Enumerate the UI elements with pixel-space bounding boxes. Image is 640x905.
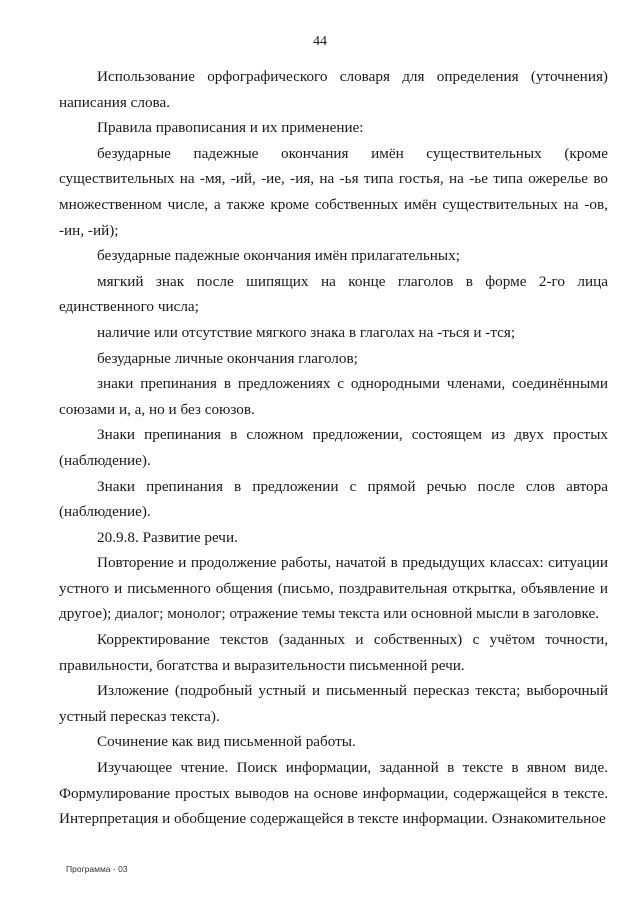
paragraph-direct-speech: Знаки препинания в предложении с прямой речью после слов автора (наблюдение). — [59, 477, 608, 521]
paragraph-soft-sign-2nd-person: мягкий знак после шипящих на конце глаголов в форме 2-го лица единственного числа; — [59, 272, 608, 316]
paragraph-adjective-endings: безударные падежные окончания имён прилагательных; — [97, 247, 460, 265]
page-number: 44 — [313, 34, 327, 49]
section-heading-speech-development: 20.9.8. Развитие речи. — [97, 528, 238, 546]
paragraph-retelling: Изложение (подробный устный и письменный пересказ текста; выборочный устный пересказ текста). — [59, 682, 608, 725]
paragraph-homogeneous-punctuation: знаки препинания в предложениях с однородными членами, соединёнными союзами и, а, но и без союзов. — [59, 375, 608, 418]
paragraph-composition: Сочинение как вид письменной работы. — [97, 733, 356, 751]
paragraph-study-reading: Изучающее чтение. Поиск информации, заданной в тексте в явном виде. Формулирование простых выводов на основе информации, содержащейся в тексте. Интерпретация и обобщение содержащейся в тексте информации. Ознакомительное — [59, 759, 608, 828]
paragraph-rules-heading: Правила правописания и их применение: — [97, 119, 364, 137]
paragraph-correction: Корректирование текстов (заданных и собственных) с учётом точности, правильности, богатства и выразительности письменной речи. — [59, 631, 608, 674]
paragraph-noun-endings: безударные падежные окончания имён существительных (кроме существительных на -мя, -ий, -ие, -ия, на -ья типа гостья, на -ье типа ожерелье во множественном числе, а также кроме собственных имён существительных на -ов, -ин, -ий); — [59, 144, 608, 239]
paragraph-verb-endings: безударные личные окончания глаголов; — [97, 349, 358, 367]
paragraph-communication: Повторение и продолжение работы, начатой в предыдущих классах: ситуации устного и письменного общения (письмо, поздравительная открытка, объявление и другое); диалог; монолог; отражение темы текста или основной мысли в заголовке. — [59, 554, 608, 623]
paragraph-tsya-tsya: наличие или отсутствие мягкого знака в глаголах на -ться и -тся; — [97, 323, 516, 341]
footer-label: Программа - 03 — [66, 864, 128, 874]
paragraph-complex-sentence: Знаки препинания в сложном предложении, состоящем из двух простых (наблюдение). — [59, 426, 608, 469]
paragraph-dictionary: Использование орфографического словаря для определения (уточнения) написания слова. — [59, 68, 608, 111]
page-body — [59, 64, 608, 832]
